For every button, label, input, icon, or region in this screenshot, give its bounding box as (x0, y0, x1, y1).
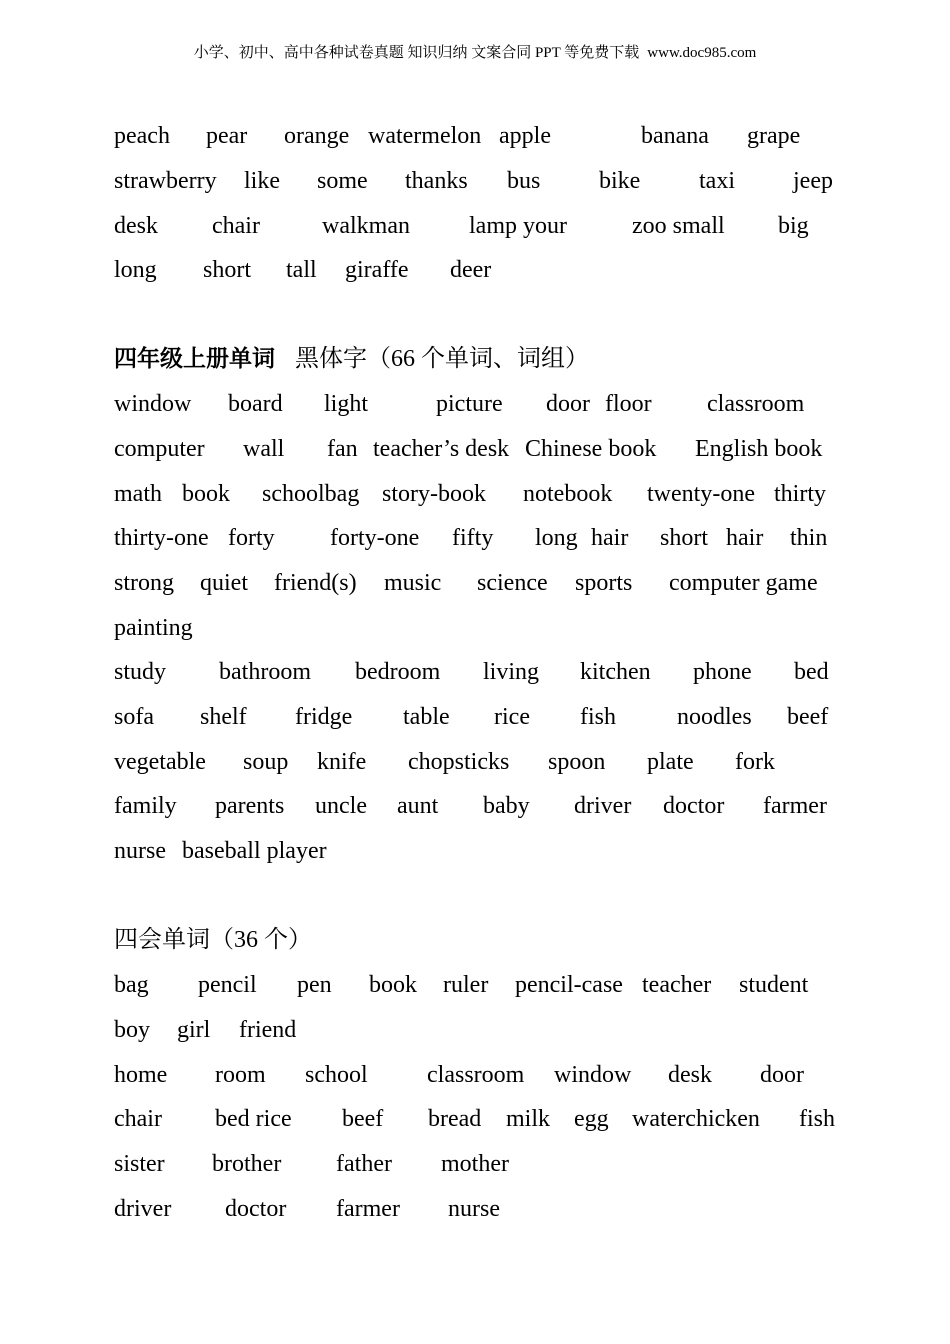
word-line (114, 789, 854, 823)
word: doctor (663, 793, 725, 819)
section-title-sub: 黑体字（66 个单词、词组） (295, 346, 589, 372)
word: thanks (405, 168, 468, 194)
word: window (114, 391, 192, 417)
word: story-book (382, 481, 486, 507)
word: book (369, 972, 417, 998)
word: bedroom (355, 659, 441, 685)
word: wall (243, 436, 285, 462)
word: taxi (699, 168, 735, 194)
word-line (114, 611, 854, 645)
section-title: 四会单词（36 个） (114, 927, 312, 953)
word: strong (114, 570, 174, 596)
word: family (114, 793, 177, 819)
word: door (760, 1062, 804, 1088)
word: driver (574, 793, 632, 819)
word: sofa (114, 704, 154, 730)
word: big (778, 213, 809, 239)
word: uncle (315, 793, 367, 819)
word-line (114, 1192, 854, 1226)
word: bathroom (219, 659, 311, 685)
word: door (546, 391, 590, 417)
word: picture (436, 391, 503, 417)
word-line (114, 700, 854, 734)
word: jeep (793, 168, 833, 194)
word: table (403, 704, 450, 730)
word: farmer (336, 1196, 400, 1222)
word: orange (284, 123, 350, 149)
word: study (114, 659, 167, 685)
word: fork (735, 749, 775, 775)
word-line (114, 432, 854, 466)
word: grape (747, 123, 801, 149)
word-line (114, 253, 854, 287)
word: fish (799, 1106, 835, 1132)
word: mother (441, 1151, 509, 1177)
word-line (114, 968, 854, 1002)
word: phone (693, 659, 752, 685)
word: bike (599, 168, 641, 194)
word: bus (507, 168, 541, 194)
word: pear (206, 123, 248, 149)
word: boy (114, 1017, 150, 1043)
word: fridge (295, 704, 353, 730)
word: short (660, 525, 708, 551)
word: fish (580, 704, 616, 730)
word: bed rice (215, 1106, 292, 1132)
word: soup (243, 749, 289, 775)
word-line (114, 834, 854, 868)
word: light (324, 391, 369, 417)
word: student (739, 972, 809, 998)
word: zoo small (632, 213, 725, 239)
word: home (114, 1062, 168, 1088)
word-line (114, 477, 854, 511)
word: schoolbag (262, 481, 360, 507)
word-line (114, 1013, 854, 1047)
word: waterchicken (632, 1106, 760, 1132)
word: thirty (774, 481, 826, 507)
word: living (483, 659, 540, 685)
word: bag (114, 972, 149, 998)
word-line (114, 566, 854, 600)
word-line (114, 387, 854, 421)
header-text: 小学、初中、高中各种试卷真题 知识归纳 文案合同 PPT 等免费下载 (193, 45, 640, 61)
word-line (114, 655, 854, 689)
word: hair (726, 525, 764, 551)
word: egg (574, 1106, 609, 1132)
word: computer (114, 436, 205, 462)
word: painting (114, 615, 193, 641)
word: fan (327, 436, 358, 462)
word: like (244, 168, 280, 194)
word: thin (790, 525, 828, 551)
word: milk (506, 1106, 551, 1132)
word: teacher (642, 972, 712, 998)
section-title-bold: 四年级上册单词 (114, 346, 275, 372)
word: Chinese book (525, 436, 657, 462)
word: notebook (523, 481, 613, 507)
word: strawberry (114, 168, 217, 194)
word: hair (591, 525, 629, 551)
word: teacher’s desk (373, 436, 510, 462)
word: beef (787, 704, 829, 730)
word: long (114, 257, 157, 283)
word: doctor (225, 1196, 287, 1222)
word: thirty-one (114, 525, 209, 551)
word: farmer (763, 793, 827, 819)
word-line (114, 1102, 854, 1136)
word: lamp your (469, 213, 567, 239)
word: forty (228, 525, 275, 551)
word: friend(s) (274, 570, 357, 596)
word: floor (605, 391, 652, 417)
word: board (228, 391, 283, 417)
word: desk (114, 213, 158, 239)
word: chair (212, 213, 260, 239)
word: apple (499, 123, 551, 149)
word: chair (114, 1106, 162, 1132)
word: short (203, 257, 251, 283)
word: classroom (427, 1062, 525, 1088)
word: friend (239, 1017, 297, 1043)
word: brother (212, 1151, 282, 1177)
word: walkman (322, 213, 410, 239)
word: spoon (548, 749, 606, 775)
word: shelf (200, 704, 247, 730)
word: parents (215, 793, 285, 819)
word: deer (450, 257, 492, 283)
word-line (114, 209, 854, 243)
word: driver (114, 1196, 172, 1222)
word: room (215, 1062, 266, 1088)
word-line (114, 1147, 854, 1181)
word: music (384, 570, 442, 596)
word: English book (695, 436, 823, 462)
word: desk (668, 1062, 712, 1088)
word: science (477, 570, 548, 596)
word: rice (494, 704, 530, 730)
word: bed (794, 659, 829, 685)
word-line (114, 1058, 854, 1092)
word-line (114, 119, 854, 153)
header-url[interactable]: www.doc985.com (647, 45, 757, 61)
word: fifty (452, 525, 494, 551)
word: aunt (397, 793, 439, 819)
word: some (317, 168, 368, 194)
word: banana (641, 123, 709, 149)
word-line (114, 164, 854, 198)
word: tall (286, 257, 317, 283)
word: pen (297, 972, 332, 998)
word: girl (177, 1017, 211, 1043)
page-header (0, 42, 950, 64)
word: window (554, 1062, 632, 1088)
word: forty-one (330, 525, 420, 551)
word: kitchen (580, 659, 651, 685)
word: giraffe (345, 257, 409, 283)
word: classroom (707, 391, 805, 417)
word: noodles (677, 704, 752, 730)
word: beef (342, 1106, 384, 1132)
word: baby (483, 793, 530, 819)
word: vegetable (114, 749, 206, 775)
word: watermelon (368, 123, 482, 149)
word: pencil-case (515, 972, 623, 998)
word: sports (575, 570, 633, 596)
word: chopsticks (408, 749, 510, 775)
section-heading-grade4 (114, 342, 589, 376)
word: plate (647, 749, 694, 775)
word: nurse (448, 1196, 500, 1222)
word: nurse (114, 838, 166, 864)
word: bread (428, 1106, 482, 1132)
word: school (305, 1062, 368, 1088)
word-line (114, 521, 854, 555)
word: quiet (200, 570, 248, 596)
word: math (114, 481, 162, 507)
word: computer game (669, 570, 818, 596)
word: sister (114, 1151, 165, 1177)
word: pencil (198, 972, 257, 998)
word: book (182, 481, 230, 507)
section-heading-four-skills (114, 923, 312, 957)
word: baseball player (182, 838, 327, 864)
word: twenty-one (647, 481, 755, 507)
word: ruler (443, 972, 489, 998)
word-line (114, 745, 854, 779)
word: father (336, 1151, 392, 1177)
word: peach (114, 123, 170, 149)
word: long (535, 525, 578, 551)
word: knife (317, 749, 367, 775)
